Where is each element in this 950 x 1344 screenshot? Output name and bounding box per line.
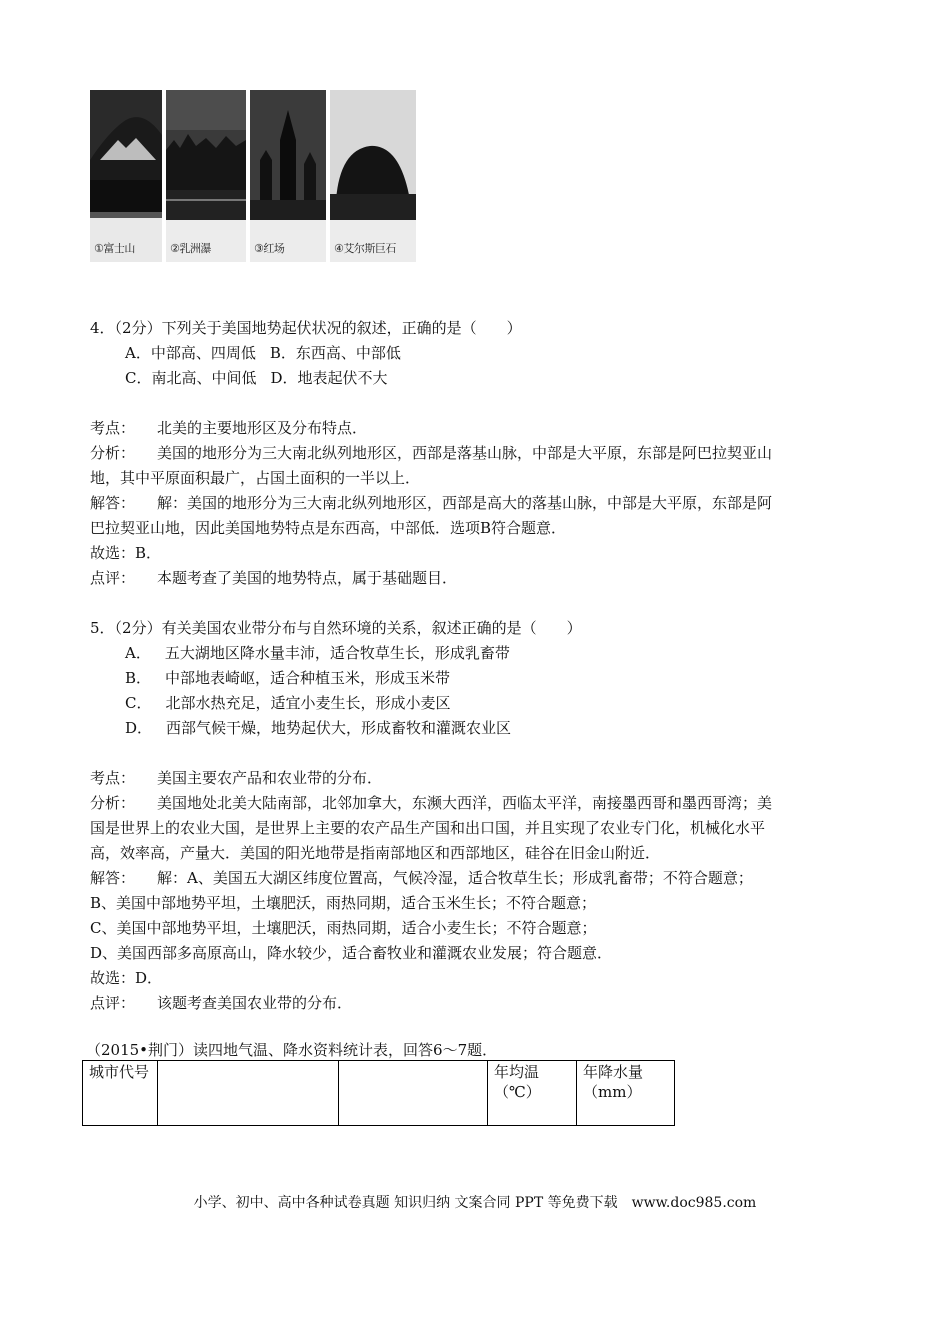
niagara-falls-photo [166, 90, 246, 262]
option-text: 中部地表崎岖，适合种植玉米，形成玉米带 [165, 669, 451, 687]
q5-jieda-b: B、美国中部地势平坦，土壤肥沃，雨热同期，适合玉米生长；不符合题意； [90, 894, 597, 912]
question-4-stem: 4．（2分）下列关于美国地势起伏状况的叙述，正确的是（ ） [90, 319, 522, 337]
table-header-blank-2 [339, 1061, 488, 1126]
q5-jieda [90, 868, 753, 888]
q5-fenxi [90, 793, 772, 813]
option-text: 南北高、中间低 [151, 369, 257, 387]
photo-caption: ④艾尔斯巨石 [334, 242, 396, 255]
q5-fenxi-cont-2: 高，效率高，产量大．美国的阳光地带是指南部地区和西部地区，硅谷在旧金山附近． [90, 844, 661, 862]
uluru-rock-photo [330, 90, 416, 262]
question-4-options-row-1 [125, 343, 401, 363]
option-label: D． [125, 719, 153, 737]
option-text: 北部水热充足，适宜小麦生长，形成小麦区 [165, 694, 451, 712]
q5-fenxi-cont-1: 国是世界上的农业大国，是世界上主要的农产品生产国和出口国，并且实现了农业专门化，机械化水平 [90, 819, 766, 837]
option-label: C． [125, 694, 152, 712]
option-text: 地表起伏不大 [297, 369, 388, 387]
table-header-avg-temp: 年均温 （℃） [488, 1061, 577, 1126]
q5-kaodian [90, 768, 382, 788]
option-label: B． [125, 669, 152, 687]
jieda-text: 解：美国的地形分为三大南北纵列地形区，西部是高大的落基山脉，中部是大平原，东部是阿 [157, 494, 773, 512]
question-4-options-row-2 [125, 368, 388, 388]
comment-text: 本题考查了美国的地势特点，属于基础题目． [157, 569, 458, 587]
q4-comment [90, 568, 457, 588]
comment-label: 点评： [90, 994, 136, 1012]
fenxi-text: 美国地处北美大陆南部，北邻加拿大，东濒大西洋，西临太平洋，南接墨西哥和墨西哥湾；美 [157, 794, 773, 812]
fenxi-label: 分析： [90, 444, 136, 462]
q4-jieda-cont: 巴拉契亚山地，因此美国地势特点是东西高，中部低．选项B符合题意． [90, 519, 567, 537]
q5-comment [90, 993, 352, 1013]
photo-caption: ③红场 [254, 242, 285, 255]
q5-jieda-c: C、美国中部地势平坦，土壤肥沃，雨热同期，适合小麦生长；不符合题意； [90, 919, 597, 937]
fenxi-label: 分析： [90, 794, 136, 812]
option-text: 中部高、四周低 [150, 344, 256, 362]
question-5-stem: 5．（2分）有关美国农业带分布与自然环境的关系，叙述正确的是（ ） [90, 619, 582, 637]
option-text: 西部气候干燥，地势起伏大，形成畜牧和灌溉农业区 [166, 719, 512, 737]
q5-answer: 故选：D． [90, 969, 163, 987]
jieda-text: 解：A、美国五大湖区纬度位置高，气候冷湿，适合牧草生长；形成乳畜带；不符合题意； [157, 869, 753, 887]
table-header-blank-1 [158, 1061, 339, 1126]
option-text: 五大湖地区降水量丰沛，适合牧草生长，形成乳畜带 [164, 644, 510, 662]
photo-strip [90, 90, 416, 262]
option-label: C． [125, 369, 152, 387]
option-label: B． [269, 344, 296, 362]
question-5-option-d [125, 718, 511, 738]
fenxi-text: 美国的地形分为三大南北纵列地形区，西部是落基山脉，中部是大平原，东部是阿巴拉契亚山 [157, 444, 773, 462]
kaodian-text: 美国主要农产品和农业带的分布． [157, 769, 383, 787]
q5-jieda-d: D、美国西部多高原高山，降水较少，适合畜牧业和灌溉农业发展；符合题意． [90, 944, 613, 962]
comment-text: 该题考查美国农业带的分布． [157, 994, 353, 1012]
photo-caption: ①富士山 [94, 242, 135, 255]
page-footer: 小学、初中、高中各种试卷真题 知识归纳 文案合同 PPT 等免费下载 www.doc985.com [193, 1195, 757, 1211]
table-header-row [83, 1061, 675, 1126]
kaodian-label: 考点： [90, 769, 136, 787]
climate-stats-table [82, 1060, 675, 1126]
kaodian-label: 考点： [90, 419, 136, 437]
option-label: A． [125, 344, 151, 362]
q4-answer: 故选：B． [90, 544, 162, 562]
table-header-precipitation: 年降水量 （mm） [577, 1061, 675, 1126]
q4-fenxi-cont: 地，其中平原面积最广，占国土面积的一半以上． [90, 469, 421, 487]
section-intro: （2015•荆门）读四地气温、降水资料统计表，回答6～7题． [86, 1041, 498, 1059]
q4-kaodian [90, 418, 367, 438]
photo-caption: ②乳洲瀑 [170, 242, 211, 255]
jieda-label: 解答： [90, 494, 136, 512]
kaodian-text: 北美的主要地形区及分布特点． [157, 419, 368, 437]
option-label: D． [270, 369, 298, 387]
option-label: A． [125, 644, 151, 662]
q4-fenxi [90, 443, 772, 463]
question-5-option-a [125, 643, 510, 663]
question-5-option-c [125, 693, 451, 713]
question-5-option-b [125, 668, 450, 688]
option-text: 东西高、中部低 [295, 344, 401, 362]
table-header-city-code: 城市代号 [83, 1061, 158, 1126]
comment-label: 点评： [90, 569, 136, 587]
jieda-label: 解答： [90, 869, 136, 887]
mount-fuji-photo [90, 90, 162, 262]
q4-jieda [90, 493, 772, 513]
red-square-photo [250, 90, 326, 262]
